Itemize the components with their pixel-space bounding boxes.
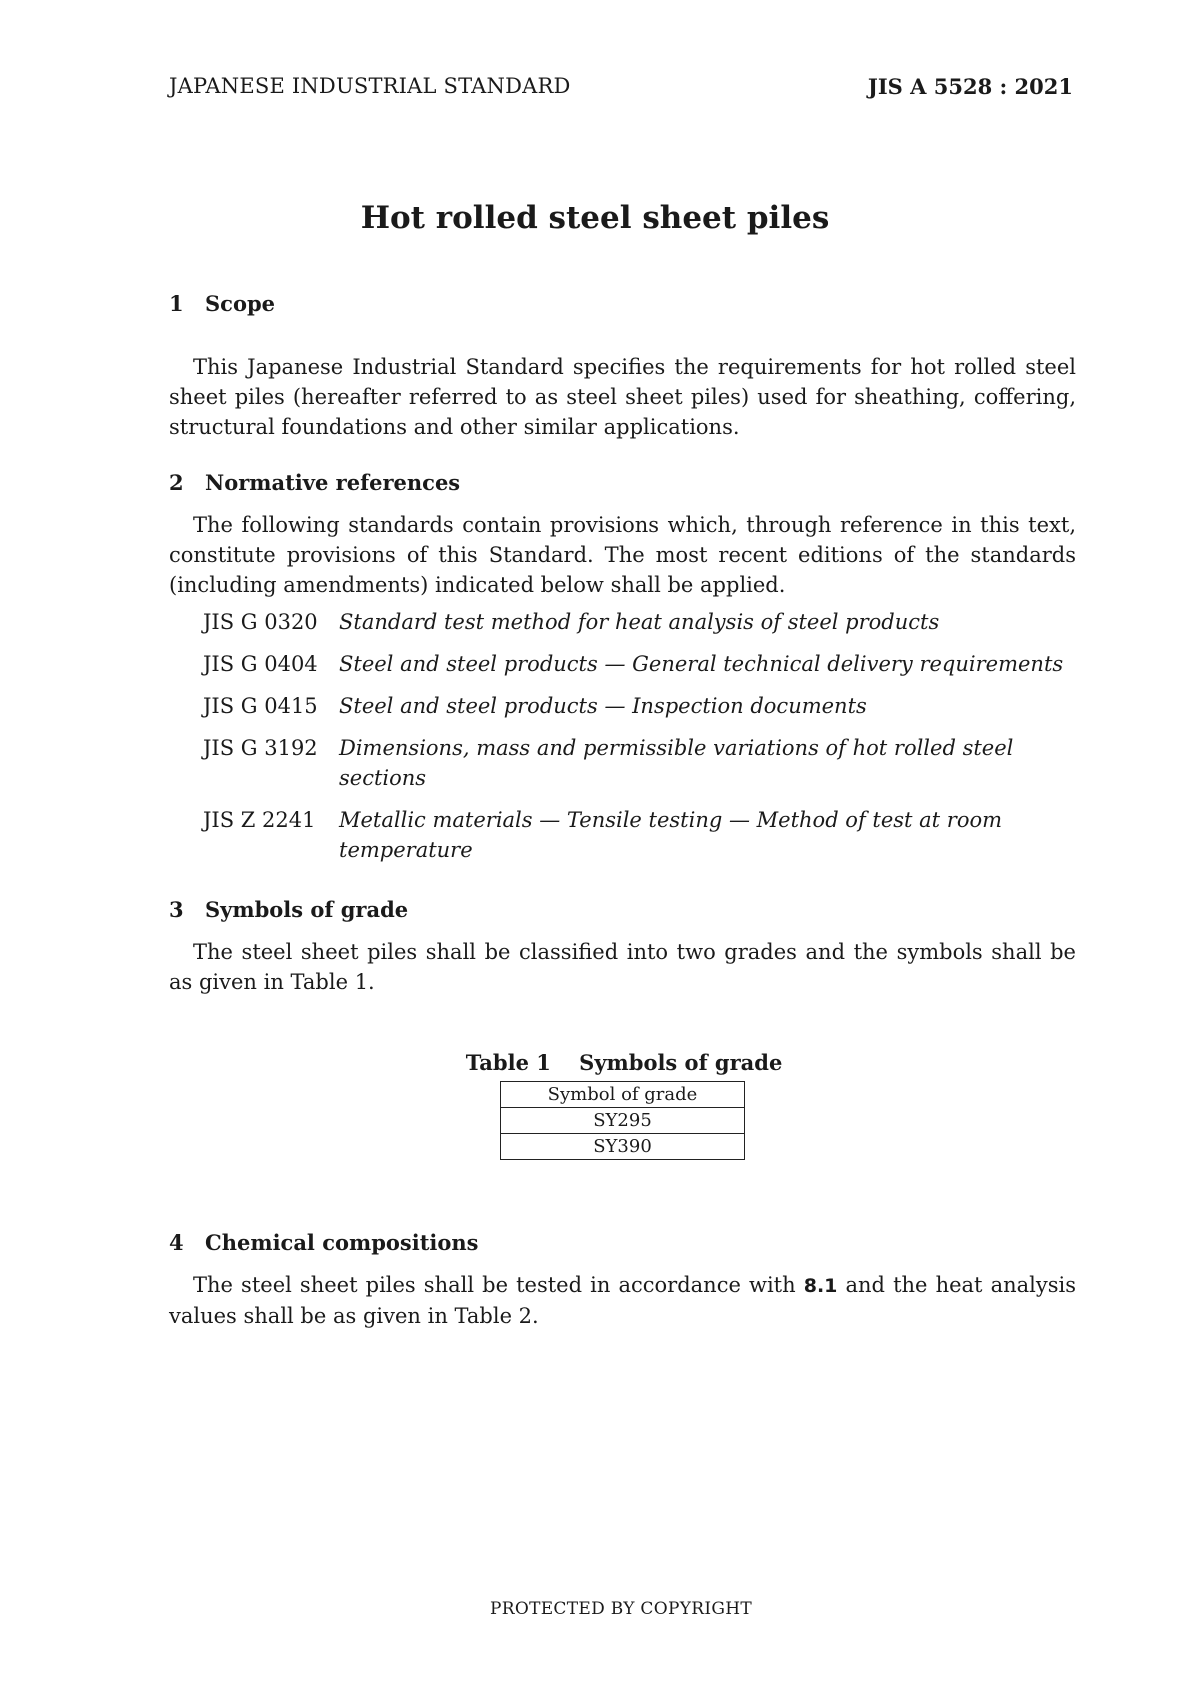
reference-item — [203, 691, 1083, 721]
section-4-text-part: The steel sheet piles shall be tested in accordance with — [193, 1273, 804, 1297]
reference-title: Steel and steel products — General technical delivery requirements — [339, 652, 1064, 676]
header-standard-number: JIS A 5528 : 2021 — [867, 74, 1073, 99]
reference-title: Steel and steel products — Inspection documents — [339, 694, 867, 718]
section-3-heading — [169, 897, 408, 922]
reference-code: JIS Z 2241 — [203, 808, 316, 832]
reference-item — [203, 805, 1083, 865]
table-header-cell: Symbol of grade — [501, 1082, 745, 1108]
section-number: 4 — [169, 1230, 184, 1255]
reference-item — [203, 607, 1083, 637]
section-4-text — [169, 1270, 1076, 1331]
section-number: 2 — [169, 470, 184, 495]
reference-item — [203, 649, 1083, 679]
section-number: 1 — [169, 291, 184, 316]
table-cell: SY295 — [501, 1108, 745, 1134]
section-1-heading — [169, 291, 275, 316]
section-1-text: This Japanese Industrial Standard specifies the requirements for hot rolled steel sheet piles (hereafter referred to as steel sheet piles) used for sheathing, coffering, structural foundations and other similar applications. — [169, 355, 1076, 439]
reference-code: JIS G 0320 — [203, 610, 318, 634]
section-4-heading — [169, 1230, 479, 1255]
section-number: 3 — [169, 897, 184, 922]
reference-item — [203, 733, 1083, 793]
document-title: Hot rolled steel sheet piles — [360, 200, 830, 236]
reference-title: Metallic materials — Tensile testing — Method of test at room temperature — [339, 808, 1003, 862]
section-title: Normative references — [205, 470, 461, 495]
section-title: Chemical compositions — [205, 1230, 479, 1255]
section-2-text: The following standards contain provisions which, through reference in this text, constitute provisions of this Standard. The most recent editions of the standards (including amendments) indicated below shall be applied. — [169, 513, 1076, 597]
copyright-footer: PROTECTED BY COPYRIGHT — [490, 1599, 752, 1619]
section-title: Symbols of grade — [205, 897, 409, 922]
section-3-text: The steel sheet piles shall be classified into two grades and the symbols shall be as given in Table 1. — [169, 940, 1076, 994]
reference-title: Dimensions, mass and permissible variations of hot rolled steel sections — [339, 736, 1014, 790]
clause-reference-link[interactable]: 8.1 — [803, 1275, 838, 1297]
section-title: Scope — [205, 291, 276, 316]
reference-code: JIS G 0404 — [203, 652, 318, 676]
table-cell: SY390 — [501, 1134, 745, 1160]
table-1-caption: Table 1 Symbols of grade — [465, 1050, 783, 1075]
section-2-heading — [169, 470, 460, 495]
reference-list — [203, 607, 1083, 877]
reference-code: JIS G 3192 — [203, 736, 318, 760]
header-standard-label: JAPANESE INDUSTRIAL STANDARD — [169, 74, 571, 98]
reference-title: Standard test method for heat analysis of steel products — [339, 610, 940, 634]
section-4-text-part: and the heat analysis values shall be as given in Table 2. — [169, 1273, 1076, 1328]
table-1 — [500, 1081, 745, 1160]
reference-code: JIS G 0415 — [203, 694, 318, 718]
